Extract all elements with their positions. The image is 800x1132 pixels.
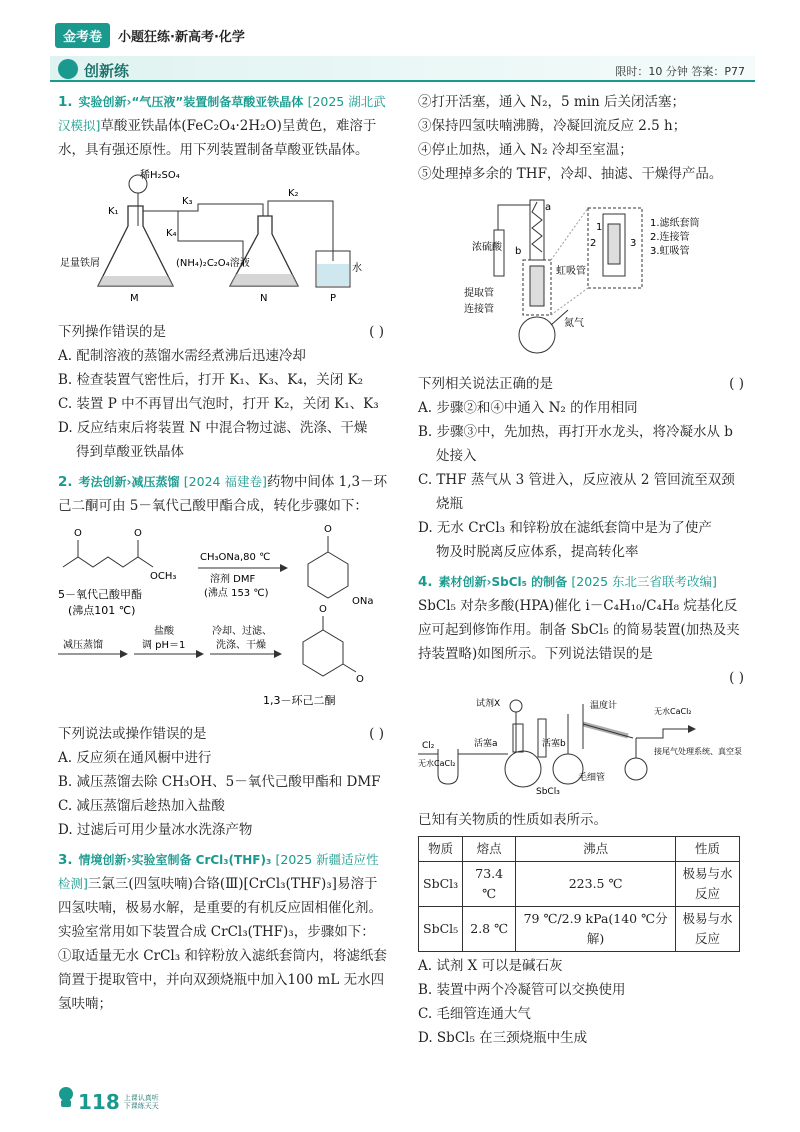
- q1-label-k3: K₃: [182, 196, 193, 207]
- q2-step1: 减压蒸馏: [63, 640, 103, 651]
- q3-label-acid: 浓硫酸: [472, 242, 502, 253]
- q4-table-intro: 已知有关物质的性质如表所示。: [418, 812, 607, 828]
- footer-note: 上课认真听 下课练天天: [123, 1094, 159, 1110]
- question-2: [58, 470, 388, 842]
- q3-option-b-cont: 处接入: [436, 448, 477, 464]
- q1-apparatus-figure: [58, 166, 388, 314]
- q2-step2a: 盐酸: [154, 626, 174, 637]
- q4-tag: 素材创新›SbCl₅ 的制备: [438, 575, 568, 589]
- table-cell: SbCl₅: [419, 907, 463, 952]
- table-cell: 223.5 ℃: [516, 862, 676, 907]
- q3-option-c: C. THF 蒸气从 3 管进入，反应液从 2 管回流至双颈: [418, 472, 735, 488]
- q3-step-3: ③保持四氢呋喃沸腾，冷凝回流反应 2.5 h；: [418, 118, 687, 134]
- q1-stem: 下列操作错误的是: [58, 324, 166, 340]
- q3-num-2: 2: [590, 238, 597, 249]
- section-title: 创新练: [84, 62, 130, 80]
- q3-legend-1: 1.滤纸套筒: [650, 218, 700, 229]
- q2-option-c: C. 减压蒸馏后趁热加入盐酸: [58, 798, 225, 814]
- table-row: [419, 862, 740, 907]
- q2-product-name: 1,3－环己二酮: [263, 694, 336, 707]
- q2-number: 2.: [58, 474, 73, 490]
- q2-cond2: 溶剂 DMF: [210, 574, 256, 585]
- q4-apparatus-figure: [418, 694, 748, 802]
- q1-source: [2025 湖北武汉模拟]: [58, 94, 386, 133]
- q2-o3: O: [324, 524, 332, 535]
- q3-option-a: A. 步骤②和④中通入 N₂ 的作用相同: [418, 400, 638, 416]
- q4-label-cacl2-a: 无水CaCl₂: [418, 759, 456, 768]
- table-cell: 极易与水反应: [676, 907, 740, 952]
- q4-label-x: 试剂X: [476, 699, 501, 709]
- q3-option-c-cont: 烧瓶: [436, 496, 463, 512]
- q1-label-m: M: [130, 293, 139, 304]
- q1-label-solution: (NH₄)₂C₂O₄溶液: [176, 258, 250, 269]
- q2-och3: OCH₃: [150, 571, 177, 582]
- question-4: [418, 570, 748, 1050]
- table-cell: 73.4 ℃: [463, 862, 516, 907]
- q3-number: 3.: [58, 852, 73, 868]
- q4-answer-paren: ( ): [729, 670, 744, 686]
- q1-label-p: P: [330, 293, 337, 304]
- q2-step3a: 冷却、过滤、: [212, 626, 272, 637]
- q1-option-d-cont: 得到草酸亚铁晶体: [76, 444, 184, 460]
- q2-text: 药物中间体 1,3－环己二酮可由 5－氧代己酸甲酯合成，转化步骤如下：: [58, 474, 388, 514]
- q2-option-a: A. 反应须在通风橱中进行: [58, 750, 212, 766]
- q1-label-acid: 稀H₂SO₄: [140, 170, 180, 181]
- q4-option-c: C. 毛细管连通大气: [418, 1006, 531, 1022]
- q4-label-tail: 接尾气处理系统、真空泵: [654, 747, 742, 756]
- q1-option-c: C. 装置 P 中不再冒出气泡时，打开 K₂，关闭 K₁、K₃: [58, 396, 379, 412]
- q4-option-d: D. SbCl₅ 在三颈烧瓶中生成: [418, 1030, 588, 1046]
- q2-o1: O: [74, 528, 82, 539]
- q4-option-a: A. 试剂 X 可以是碱石灰: [418, 958, 563, 974]
- q3-label-b: b: [515, 246, 522, 257]
- table-cell: 极易与水反应: [676, 862, 740, 907]
- q4-number: 4.: [418, 574, 433, 590]
- q1-number: 1.: [58, 94, 73, 110]
- q3-label-a: a: [545, 202, 552, 213]
- table-header-mp: 熔点: [463, 837, 516, 862]
- table-header-property: 性质: [676, 837, 740, 862]
- table-cell: SbCl₃: [419, 862, 463, 907]
- section-bar: [50, 56, 755, 82]
- question-1: [58, 90, 388, 464]
- q3-text: 三氯三(四氢呋喃)合铬(Ⅲ)[CrCl₃(THF)₃]易溶于四氢呋喃，极易水解，是重要的有机反应固相催化剂。实验室常用如下装置合成 CrCl₃(THF)₃，步骤如下：: [58, 876, 382, 940]
- q2-o5: O: [356, 674, 364, 685]
- section-meta: 限时：10 分钟 答案：P77: [615, 65, 745, 78]
- table-row: [419, 907, 740, 952]
- q4-label-cacl2-b: 无水CaCl₂: [654, 707, 692, 716]
- q4-label-capillary: 毛细管: [578, 773, 606, 783]
- q3-legend-2: 2.连接管: [650, 232, 690, 243]
- page-number: 118: [78, 1090, 120, 1114]
- q3-tag: 情境创新›实验室制备 CrCl₃(THF)₃: [78, 853, 272, 867]
- q3-num-1: 1: [596, 222, 603, 233]
- q3-label-n2: 氮气: [564, 318, 584, 329]
- q1-label-k1: K₁: [108, 206, 119, 217]
- magnifier-icon: [58, 59, 78, 79]
- q1-option-b: B. 检查装置气密性后，打开 K₁、K₃、K₄，关闭 K₂: [58, 372, 364, 388]
- q3-step-5: ⑤处理掉多余的 THF，冷却、抽滤、干燥得产品。: [418, 166, 723, 182]
- q4-label-cl2: Cl₂: [422, 741, 435, 751]
- q1-label-iron: 足量铁屑: [60, 258, 100, 269]
- brand-badge: 金考卷: [55, 23, 110, 48]
- q2-source: [2024 福建卷]: [183, 474, 267, 489]
- q1-option-a: A. 配制溶液的蒸馏水需经煮沸后迅速冷却: [58, 348, 306, 364]
- q3-apparatus-figure: [418, 190, 748, 366]
- q4-source: [2025 东北三省联考改编]: [571, 574, 717, 589]
- q2-option-b: B. 减压蒸馏去除 CH₃OH、5－氧代己酸甲酯和 DMF: [58, 774, 381, 790]
- q3-num-3: 3: [630, 238, 637, 249]
- q4-label-valve-b: 活塞b: [542, 739, 566, 749]
- q2-step3b: 洗涤、干燥: [216, 640, 266, 651]
- q2-reactant-name: 5－氧代己酸甲酯: [58, 588, 142, 601]
- q2-reaction-scheme: [58, 522, 388, 716]
- q1-label-k4: K₄: [166, 228, 177, 239]
- question-3: [58, 848, 388, 1016]
- q3-label-extract: 提取管: [464, 288, 494, 299]
- table-header-substance: 物质: [419, 837, 463, 862]
- q1-label-k2: K₂: [288, 188, 299, 199]
- page-footer: [56, 1090, 168, 1114]
- q1-label-n: N: [260, 293, 268, 304]
- q4-properties-table: [418, 836, 740, 952]
- q3-option-d-cont: 物及时脱离反应体系，提高转化率: [436, 544, 639, 560]
- q2-option-d: D. 过滤后可用少量冰水洗涤产物: [58, 822, 253, 838]
- q2-tag: 考法创新›减压蒸馏: [78, 475, 180, 489]
- table-cell: 79 ℃/2.9 kPa(140 ℃分解): [516, 907, 676, 952]
- q3-label-connect: 连接管: [464, 304, 494, 315]
- q1-label-water: 水: [352, 263, 362, 274]
- q2-o4: O: [319, 604, 327, 615]
- q3-option-d: D. 无水 CrCl₃ 和锌粉放在滤纸套筒中是为了使产: [418, 520, 712, 536]
- mascot-icon: [56, 1086, 76, 1108]
- q3-stem: 下列相关说法正确的是: [418, 376, 553, 392]
- q3-step-4: ④停止加热，通入 N₂ 冷却至室温；: [418, 142, 633, 158]
- q2-o2: O: [134, 528, 142, 539]
- q3-answer-paren: ( ): [729, 376, 744, 392]
- q2-reactant-bp: (沸点101 ℃): [68, 604, 136, 617]
- table-cell: 2.8 ℃: [463, 907, 516, 952]
- q3-option-b: B. 步骤③中，先加热，再打开水龙头，将冷凝水从 b: [418, 424, 733, 440]
- q1-text: 草酸亚铁晶体(FeC₂O₄·2H₂O)呈黄色，难溶于水，具有强还原性。用下列装置制备草酸亚铁晶体。: [58, 118, 377, 158]
- q2-step2b: 调 pH＝1: [142, 640, 186, 651]
- q2-cond1: CH₃ONa,80 ℃: [200, 552, 271, 563]
- q2-answer-paren: ( ): [369, 726, 384, 742]
- q4-label-sbcl3: SbCl₃: [536, 787, 560, 794]
- q3-step-2: ②打开活塞，通入 N₂，5 min 后关闭活塞；: [418, 94, 686, 110]
- q4-option-b: B. 装置中两个冷凝管可以交换使用: [418, 982, 626, 998]
- q3-legend-3: 3.虹吸管: [650, 246, 690, 257]
- right-column: [418, 90, 748, 1050]
- q1-option-d: D. 反应结束后将装置 N 中混合物过滤、洗涤、干燥: [58, 420, 368, 436]
- q4-text: SbCl₅ 对杂多酸(HPA)催化 i－C₄H₁₀/C₄H₈ 烷基化反应可起到修饰作用。制备 SbCl₅ 的简易装置(加热及夹持装置略)如图所示。下列说法错误的是: [418, 598, 740, 662]
- q3-source: [2025 新疆适应性检测]: [58, 852, 379, 891]
- q2-stem: 下列说法或操作错误的是: [58, 726, 207, 742]
- q1-tag: 实验创新›“气压液”装置制备草酸亚铁晶体: [78, 95, 304, 109]
- header-subtitle: 小题狂练·新高考·化学: [118, 29, 245, 45]
- q2-cond3: (沸点 153 ℃): [204, 588, 269, 599]
- table-header-bp: 沸点: [516, 837, 676, 862]
- left-column: [58, 90, 388, 1016]
- q4-label-valve-a: 活塞a: [474, 739, 498, 749]
- q3-step-1: ①取适量无水 CrCl₃ 和锌粉放入滤纸套筒内，将滤纸套筒置于提取管中，并向双颈烧瓶中加入100 mL 无水四氢呋喃；: [58, 948, 387, 1012]
- q2-ona: ONa: [352, 596, 374, 607]
- q3-label-siphon: 虹吸管: [556, 266, 586, 277]
- q4-label-thermo: 温度计: [590, 701, 618, 711]
- q1-answer-paren: ( ): [369, 324, 384, 340]
- page-header: [55, 22, 245, 48]
